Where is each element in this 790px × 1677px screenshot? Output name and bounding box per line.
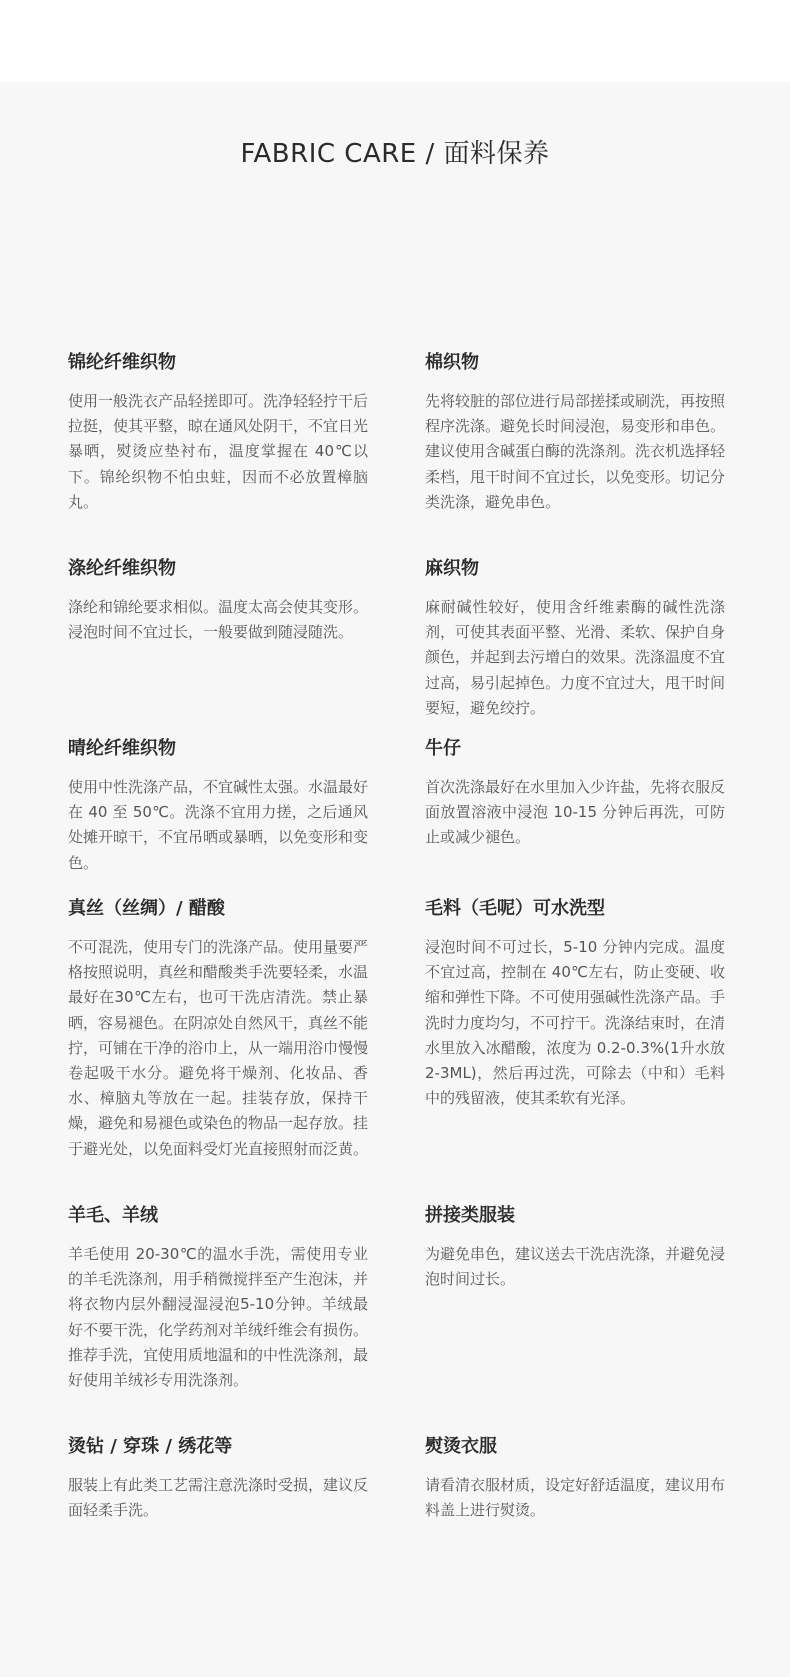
care-item-polyester (68, 556, 368, 645)
care-item-body: 请看清衣服材质，设定好舒适温度，建议用布料盖上进行熨烫。 (425, 1476, 726, 1520)
care-item-patchwork (425, 1203, 725, 1292)
care-item-heading: 熨烫衣服 (425, 1436, 497, 1457)
care-item-body: 涤纶和锦纶要求相似。温度太高会使其变形。浸泡时间不宜过长，一般要做到随浸随洗。 (68, 598, 369, 642)
care-item-ironing (425, 1434, 725, 1523)
care-item-acrylic (68, 736, 368, 876)
care-item-wool-cashmere (68, 1203, 368, 1393)
care-item-nylon (68, 350, 368, 515)
care-item-body: 为避免串色，建议送去干洗店洗涤，并避免浸泡时间过长。 (425, 1245, 726, 1289)
care-item-body: 麻耐碱性较好，使用含纤维素酶的碱性洗涤剂，可使其表面平整、光滑、柔软、保护自身颜色，并起到去污增白的效果。洗涤温度不宜过高，易引起掉色。力度不宜过大，甩干时间要短，避免绞拧。 (425, 598, 726, 717)
care-item-body: 首次洗涤最好在水里加入少许盐，先将衣服反面放置溶液中浸泡 10-15 分钟后再洗，可防止或减少褪色。 (425, 778, 726, 847)
care-item-body: 羊毛使用 20-30℃的温水手洗，需使用专业的羊毛洗涤剂，用手稍微搅拌至产生泡沫，并将衣物内层外翻浸湿浸泡5-10分钟。羊绒最好不要干洗，化学药剂对羊绒纤维会有损伤。推荐手洗，宜使用质地温和的中性洗涤剂，最好使用羊绒衫专用洗涤剂。 (68, 1245, 369, 1390)
top-white-band (0, 0, 790, 82)
care-item-body: 使用一般洗衣产品轻搓即可。洗净轻轻拧干后拉挺，使其平整，晾在通风处阴干，不宜日光暴晒，熨烫应垫衬布，温度掌握在 40℃以下。锦纶织物不怕虫蛀，因而不必放置樟脑丸。 (68, 392, 369, 511)
care-item-body: 先将较脏的部位进行局部搓揉或刷洗，再按照程序洗涤。避免长时间浸泡，易变形和串色。建议使用含碱蛋白酶的洗涤剂。洗衣机选择轻柔档，甩干时间不宜过长，以免变形。切记分类洗涤，避免串色。 (425, 392, 726, 511)
care-item-heading: 毛料（毛呢）可水洗型 (425, 898, 605, 919)
care-item-wool-fabric (425, 896, 725, 1111)
care-item-heading: 羊毛、羊绒 (68, 1205, 158, 1226)
page-title: FABRIC CARE / 面料保养 (240, 139, 550, 169)
care-item-embellishment (68, 1434, 368, 1523)
care-item-heading: 锦纶纤维织物 (68, 352, 176, 373)
care-item-linen (425, 556, 725, 721)
care-item-body: 浸泡时间不可过长，5-10 分钟内完成。温度不宜过高，控制在 40℃左右，防止变硬、收缩和弹性下降。不可使用强碱性洗涤产品。手洗时力度均匀，不可拧干。洗涤结束时，在清水里放入冰醋酸，浓度为 0.2-0.3%(1升水放 2-3ML)，然后再过洗，可除去（中和）毛料中的残留液，使其柔软有光泽。 (425, 938, 726, 1108)
care-item-denim (425, 736, 725, 851)
care-item-heading: 真丝（丝绸）/ 醋酸 (68, 898, 225, 919)
care-item-heading: 麻织物 (425, 558, 479, 579)
care-item-cotton (425, 350, 725, 515)
care-item-body: 不可混洗，使用专门的洗涤产品。使用量要严格按照说明，真丝和醋酸类手洗要轻柔，水温最好在30℃左右，也可干洗店清洗。禁止暴晒，容易褪色。在阴凉处自然风干，真丝不能拧，可铺在干净的浴巾上，从一端用浴巾慢慢卷起吸干水分。避免将干燥剂、化妆品、香水、樟脑丸等放在一起。挂装存放，保持干燥，避免和易褪色或染色的物品一起存放。挂于避光处，以免面料受灯光直接照射而泛黄。 (68, 938, 369, 1158)
care-item-body: 服装上有此类工艺需注意洗涤时受损，建议反面轻柔手洗。 (68, 1476, 369, 1520)
care-item-heading: 拼接类服装 (425, 1205, 515, 1226)
care-item-silk-acetate (68, 896, 368, 1162)
care-item-heading: 牛仔 (425, 738, 461, 759)
care-item-heading: 涤纶纤维织物 (68, 558, 176, 579)
care-item-heading: 棉织物 (425, 352, 479, 373)
care-item-body: 使用中性洗涤产品，不宜碱性太强。水温最好在 40 至 50℃。洗涤不宜用力搓，之后通风处摊开晾干，不宜吊晒或暴晒，以免变形和变色。 (68, 778, 369, 872)
care-item-heading: 晴纶纤维织物 (68, 738, 176, 759)
care-item-heading: 烫钻 / 穿珠 / 绣花等 (68, 1436, 233, 1457)
